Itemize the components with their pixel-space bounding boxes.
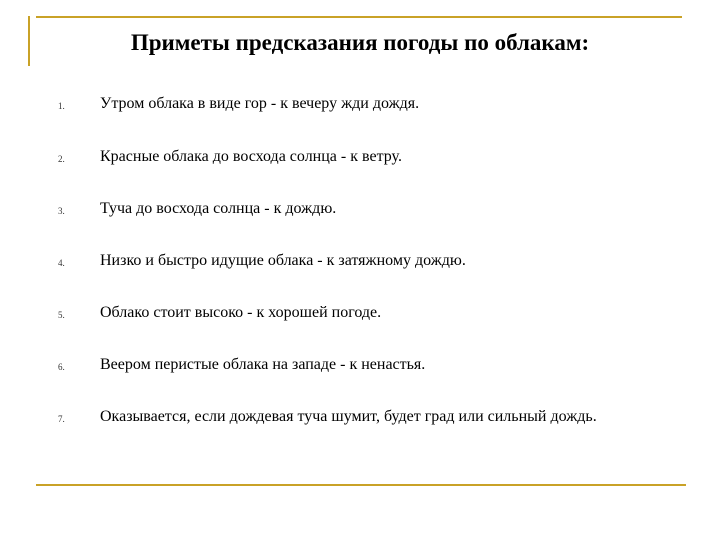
bottom-divider xyxy=(36,484,686,486)
item-text: Облако стоит высоко - к хорошей погоде. xyxy=(100,304,382,321)
item-number: 7. xyxy=(58,414,65,424)
item-text: Оказывается, если дождевая туча шумит, будет град или сильный дождь. xyxy=(100,408,597,425)
item-text: Туча до восхода солнца - к дождю. xyxy=(100,200,337,217)
top-divider xyxy=(36,16,682,18)
slide-title: Приметы предсказания погоды по облакам: xyxy=(130,30,590,55)
item-number: 6. xyxy=(58,362,65,372)
item-text: Низко и быстро идущие облака - к затяжному дождю. xyxy=(100,252,466,269)
item-number: 4. xyxy=(58,258,65,268)
item-text: Красные облака до восхода солнца - к ветру. xyxy=(100,148,402,165)
list-item xyxy=(0,95,700,119)
item-text: Утром облака в виде гор - к вечеру жди дождя. xyxy=(100,95,420,112)
item-text: Веером перистые облака на западе - к ненастья. xyxy=(100,356,426,373)
list-item xyxy=(0,356,700,380)
item-number: 2. xyxy=(58,154,65,164)
list-item xyxy=(0,304,700,328)
list-item xyxy=(0,252,700,276)
list-item xyxy=(0,408,700,432)
item-number: 5. xyxy=(58,310,65,320)
list-item xyxy=(0,148,700,172)
item-number: 1. xyxy=(58,101,65,111)
list-item xyxy=(0,200,700,224)
item-number: 3. xyxy=(58,206,65,216)
